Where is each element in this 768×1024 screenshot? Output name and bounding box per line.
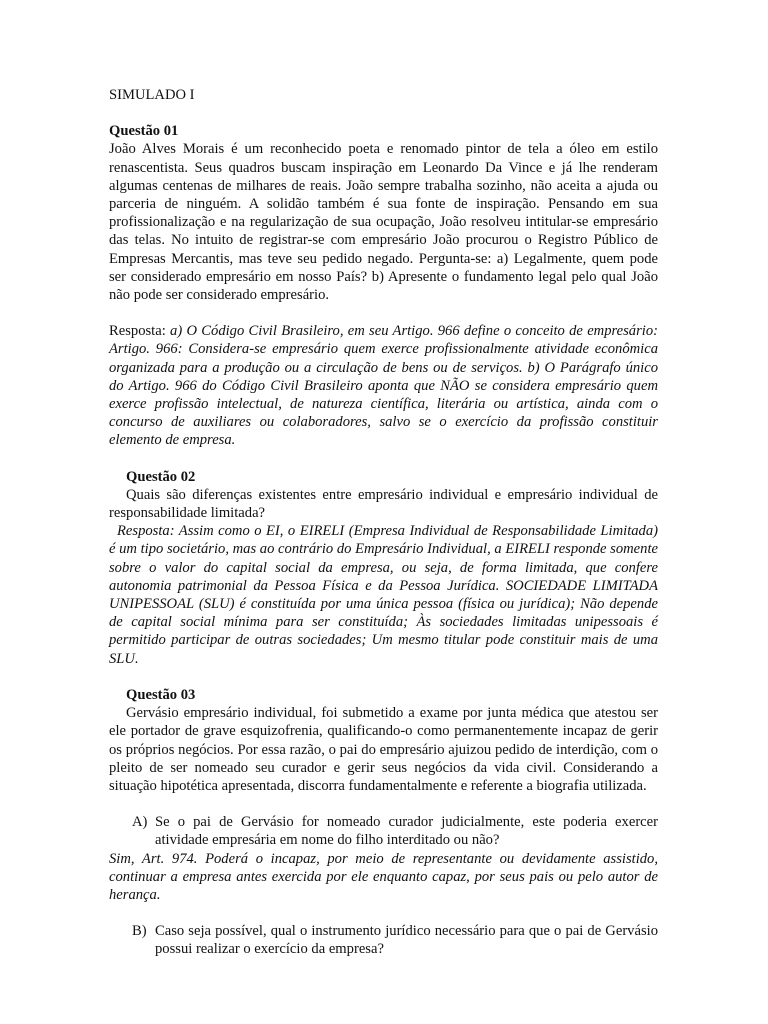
item-a-letter: A) bbox=[132, 814, 148, 831]
question-01-text: João Alves Morais é um reconhecido poeta e renomado pintor de tela a óleo em estilo renascentista. Seus quadros buscam inspiração em Leonardo Da Vince e já lhe renderam algumas centenas de milhares de reais. João sempre trabalha sozinho, não aceita a ajuda ou parceria de ninguém. A solidão também é sua fonte de inspiração. Pensando em sua profissionalização e na regularização de sua ocupação, João resolveu intitular-se empresário das telas. No intuito de registrar-se com empresário João procurou o Registro Público de Empresas Mercantis, mas teve seu pedido negado. Pergunta-se: a) Legalmente, quem pode ser considerado empresário em nosso País? b) Apresente o fundamento legal pelo qual João não pode ser considerado empresário. bbox=[109, 141, 658, 304]
question-03-text: Gervásio empresário individual, foi submetido a exame por junta médica que atestou ser ele portador de grave esquizofrenia, qualificando-o como permanentemente incapaz de gerir os próprios negócios. Por essa razão, o pai do empresário ajuizou pedido de interdição, com o pleito de ser nomeado seu curador e gerir seus negócios da vida civil. Considerando a situação hipotética apresentada, discorra fundamentalmente e referente a biografia utilizada. bbox=[109, 705, 658, 794]
answer-01-label: Resposta: bbox=[109, 323, 171, 340]
question-03-item-b bbox=[109, 922, 658, 958]
answer-01-body: a) O Código Civil Brasileiro, em seu Artigo. 966 define o conceito de empresário: Artigo. 966: Considera-se empresário quem exerce profissionalmente atividade econômica organizada para a produção ou a circulação de bens ou de serviços. b) O Parágrafo único do Artigo. 966 do Código Civil Brasileiro aponta que NÃO se considera empresário quem exerce profissão intelectual, de natureza científica, literária ou artística, ainda com o concurso de auxiliares ou colaboradores, salvo se o exercício da profissão constituir elemento de empresa. bbox=[109, 323, 658, 449]
question-03-heading: Questão 03 bbox=[126, 686, 196, 703]
question-03-item-a bbox=[109, 813, 658, 904]
item-b-letter: B) bbox=[132, 923, 147, 940]
question-03 bbox=[109, 686, 658, 795]
answer-01 bbox=[109, 322, 658, 449]
item-a-question bbox=[109, 813, 658, 849]
item-b-question bbox=[109, 922, 658, 958]
item-b-question-text: Caso seja possível, qual o instrumento jurídico necessário para que o pai de Gervásio possui realizar o exercício da empresa? bbox=[155, 923, 658, 958]
question-02-text: Quais são diferenças existentes entre empresário individual e empresário individual de responsabilidade limitada? bbox=[109, 486, 658, 522]
document-title: SIMULADO I bbox=[109, 87, 195, 103]
question-02-heading: Questão 02 bbox=[126, 468, 196, 485]
question-01-heading: Questão 01 bbox=[109, 123, 179, 140]
item-a-answer: Sim, Art. 974. Poderá o incapaz, por meio de representante ou devidamente assistido, continuar a empresa antes exercida por ele enquanto capaz, por seus pais ou pelo autor de herança. bbox=[109, 850, 658, 903]
question-02 bbox=[109, 468, 658, 668]
item-a-question-text: Se o pai de Gervásio for nomeado curador judicialmente, este poderia exercer atividade empresária em nome do filho interditado ou não? bbox=[155, 814, 658, 849]
question-01 bbox=[109, 122, 658, 304]
answer-02-text: Resposta: Assim como o EI, o EIRELI (Empresa Individual de Responsabilidade Limitada) é um tipo societário, mas ao contrário do Empresário Individual, a EIRELI responde somente sobre o valor do capital social da empresa, ou seja, de forma limitada, que confere autonomia patrimonial da Pessoa Física e da Pessoa Jurídica. SOCIEDADE LIMITADA UNIPESSOAL (SLU) é constituída por uma única pessoa (física ou jurídica); Não depende de capital social mínima para ser constituída; Às sociedades limitadas unipessoais é permitido participar de outras sociedades; Um mesmo titular pode constituir mais de uma SLU. bbox=[109, 523, 658, 667]
answer-01-text bbox=[109, 322, 658, 449]
